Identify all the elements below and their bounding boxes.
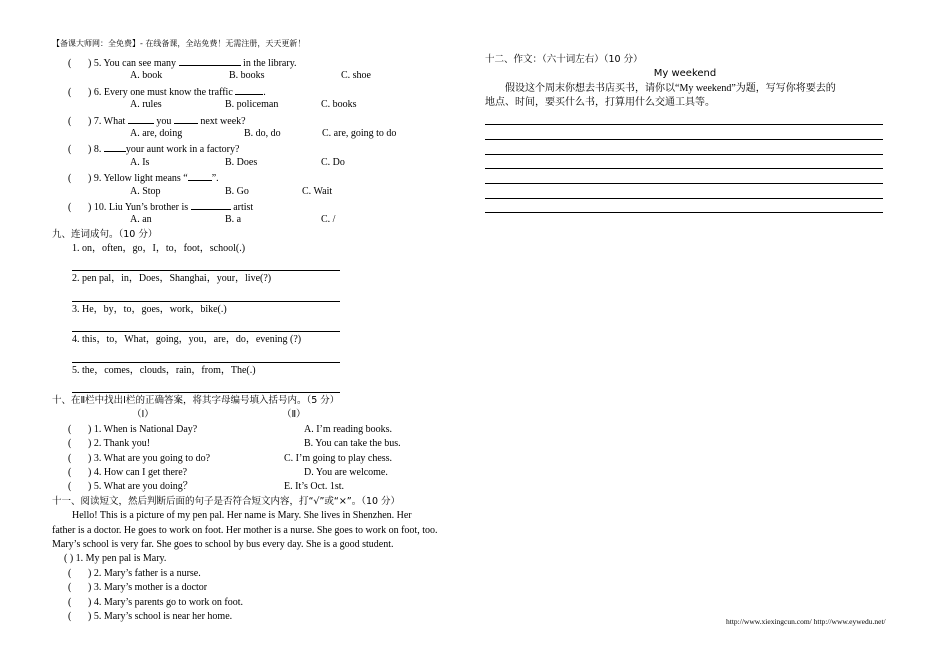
- essay-prompt: 地点、时间，要买什么书，打算用什么交通工具等。: [485, 97, 715, 109]
- writing-line[interactable]: [485, 184, 883, 199]
- passage-line: Mary’s school is very far. She goes to school by bus every day. She is a good student.: [52, 538, 394, 550]
- matching-row: ( ) 2. Thank you! B. You can take the bus.: [68, 438, 401, 450]
- answer-line[interactable]: [72, 348, 340, 363]
- section-11-title: 十一、阅读短文，然后判断后面的句子是否符合短文内容，打“√”或“×”。（10 分）: [52, 495, 401, 507]
- matching-headers: （Ⅰ） （Ⅱ）: [132, 409, 306, 421]
- judge-item: ( ) 4. Mary’s parents go to work on foot.: [68, 596, 243, 608]
- writing-line[interactable]: [485, 155, 883, 170]
- matching-row: ( ) 3. What are you going to do? C. I’m going to play chess.: [68, 452, 393, 464]
- answer-line[interactable]: [72, 378, 340, 393]
- section-12-title: 十二、作文：（六十词左右）（10 分）: [485, 54, 643, 65]
- sentence-item: 2. pen pal，in，Does，Shanghai，your，live(?): [72, 273, 272, 285]
- matching-row: ( ) 5. What are you doing？ E. It’s Oct. 1st.: [68, 481, 344, 493]
- matching-row: ( ) 4. How can I get there? D. You are welcome.: [68, 466, 388, 478]
- mc-question-7: ( ) 7. What you next week?: [52, 113, 482, 127]
- judge-item: ( ) 3. Mary’s mother is a doctor: [68, 582, 208, 594]
- matching-row: ( ) 1. When is National Day? A. I’m reading books.: [68, 423, 393, 435]
- blank[interactable]: [191, 199, 231, 210]
- mc-options-5: A. book B. books C. shoe: [130, 70, 371, 82]
- mc-options-10: A. an B. a C. /: [130, 214, 336, 226]
- judge-item[interactable]: ( ) 1. My pen pal is Mary.: [64, 553, 167, 565]
- answer-line[interactable]: [72, 287, 340, 302]
- mc-options-8: A. Is B. Does C. Do: [130, 156, 345, 168]
- section-9-title: 九、连词成句。（10 分）: [52, 228, 158, 240]
- answer-line[interactable]: [72, 317, 340, 332]
- mc-options-6: A. rules B. policeman C. books: [130, 99, 357, 111]
- judge-item: ( ) 2. Mary’s father is a nurse.: [68, 567, 201, 579]
- judge-item: ( ) 5. Mary’s school is near her home.: [68, 610, 233, 622]
- blank[interactable]: [104, 141, 126, 152]
- writing-line[interactable]: [485, 199, 883, 214]
- sentence-item: 1. on，often，go，I，to，foot，school(.): [72, 243, 246, 255]
- mc-question-9: ( ) 9. Yellow light means “ ”.: [52, 170, 482, 184]
- essay-prompt: 假设这个周末你想去书店买书，请你以“My weekend”为题，写写你将要去的: [505, 82, 836, 94]
- section-10-title: 十、在Ⅱ栏中找出Ⅰ栏的正确答案，将其字母编号填入括号内。（5 分）: [52, 395, 340, 407]
- writing-line[interactable]: [485, 140, 883, 155]
- answer-bracket[interactable]: (: [68, 58, 72, 69]
- passage-line: father is a doctor. He goes to work on foot. Her mother is a nurse. She goes to work on foot, too.: [52, 524, 438, 536]
- blank[interactable]: [128, 113, 154, 124]
- mc-question-5: ( ) 5. You can see many in the library.: [52, 55, 482, 69]
- writing-line[interactable]: [485, 111, 883, 126]
- sentence-item: 4. this，to，What，going，you，are，do，evening (?): [72, 334, 302, 346]
- mc-options-9: A. Stop B. Go C. Wait: [130, 185, 333, 197]
- answer-line[interactable]: [72, 256, 340, 271]
- mc-question-10: ( ) 10. Liu Yun’s brother is artist: [52, 199, 482, 213]
- left-column: [52, 55, 482, 624]
- blank[interactable]: [188, 170, 212, 181]
- page-header: 【备课大师网：全免费】- 在线备课，全站免费！无需注册，天天更新！: [52, 39, 306, 48]
- passage-line: Hello! This is a picture of my pen pal. Her name is Mary. She lives in Shenzhen. Her: [72, 510, 412, 522]
- mc-options-7: A. are, doing B. do, do C. are, going to do: [130, 127, 397, 139]
- writing-line[interactable]: [485, 125, 883, 140]
- sentence-item: 3. He，by，to，goes，work，bike(.): [72, 303, 227, 315]
- right-column: [485, 53, 885, 213]
- writing-line[interactable]: [485, 169, 883, 184]
- blank[interactable]: [174, 113, 198, 124]
- blank[interactable]: [235, 84, 263, 95]
- page-footer: http://www.xiexingcun.com/ http://www.eywedu.net/: [726, 617, 886, 626]
- blank[interactable]: [179, 55, 241, 66]
- mc-question-6: ( ) 6. Every one must know the traffic .: [52, 84, 482, 98]
- mc-question-8: ( ) 8. your aunt work in a factory?: [52, 141, 482, 155]
- essay-title: My weekend: [653, 68, 717, 80]
- sentence-item: 5. the，comes，clouds，rain，from，The(.): [72, 364, 256, 376]
